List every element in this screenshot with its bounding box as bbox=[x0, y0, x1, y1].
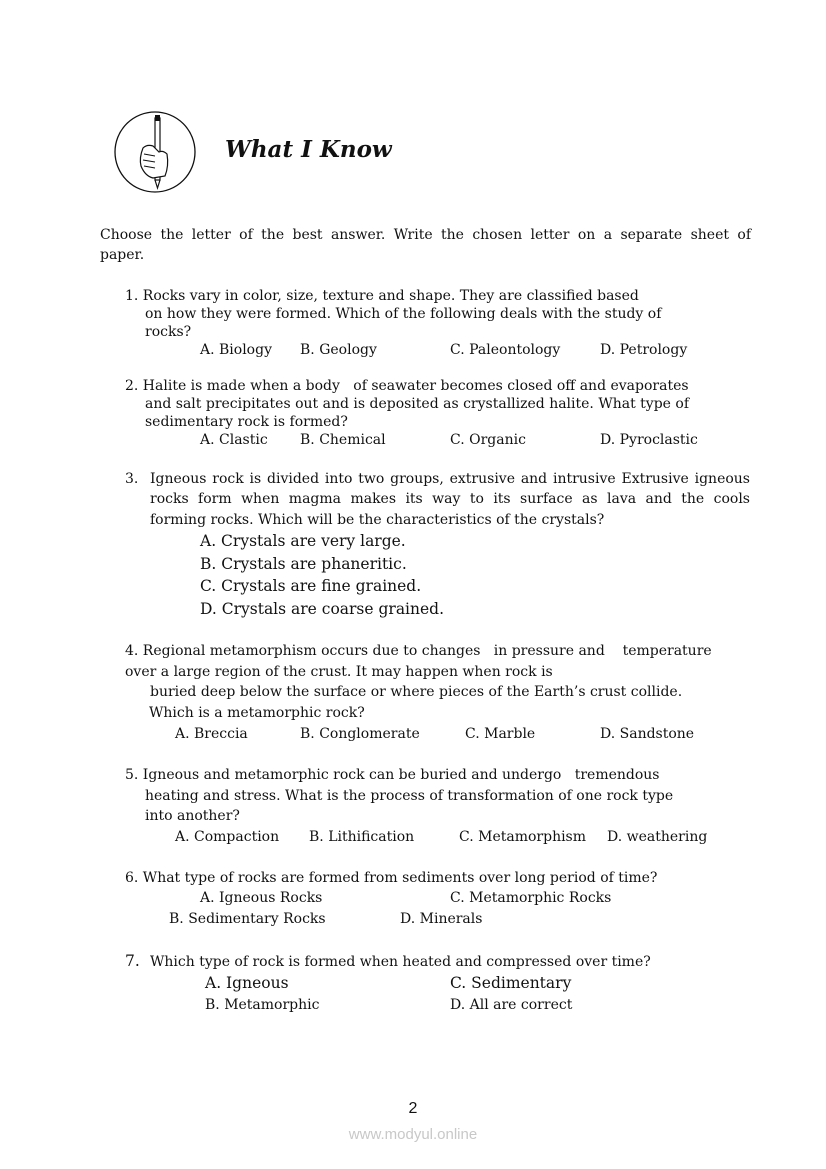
option: A. Compaction bbox=[175, 829, 280, 845]
question-7-text: Which type of rock is formed when heated and compressed over time? bbox=[150, 954, 651, 970]
question-4-text: over a large region of the crust. It may happen when rock is bbox=[125, 664, 553, 680]
option: C. Organic bbox=[450, 432, 526, 448]
option: C. Metamorphic Rocks bbox=[450, 890, 612, 906]
question-4-text: 4. Regional metamorphism occurs due to changes in pressure and temperature bbox=[125, 643, 712, 659]
option: A. Igneous bbox=[205, 974, 289, 992]
question-4-text: buried deep below the surface or where pieces of the Earth’s crust collide. bbox=[150, 684, 683, 700]
page-number: 2 bbox=[408, 1100, 418, 1117]
question-5-text: into another? bbox=[145, 808, 240, 824]
question-7-number: 7. bbox=[125, 952, 140, 970]
watermark: www.modyul.online bbox=[348, 1126, 478, 1143]
instructions-line: paper. bbox=[100, 247, 145, 263]
option: D. Minerals bbox=[400, 911, 483, 927]
option: C. Sedimentary bbox=[450, 974, 572, 992]
option: B. Chemical bbox=[300, 432, 386, 448]
pencil-hand-icon bbox=[113, 110, 197, 194]
question-5-text: 5. Igneous and metamorphic rock can be buried and undergo tremendous bbox=[125, 767, 660, 783]
question-2-text: 2. Halite is made when a body of seawater becomes closed off and evaporates bbox=[125, 378, 689, 394]
question-2-text: and salt precipitates out and is deposited as crystallized halite. What type of bbox=[145, 396, 689, 412]
option: B. Conglomerate bbox=[300, 726, 420, 742]
question-1-text: 1. Rocks vary in color, size, texture and shape. They are classified based bbox=[125, 288, 639, 304]
option: D. Petrology bbox=[600, 342, 688, 358]
instructions-line: Choose the letter of the best answer. Write the chosen letter on a separate sheet of bbox=[100, 227, 751, 243]
option: A. Biology bbox=[200, 342, 272, 358]
option: D. Crystals are coarse grained. bbox=[200, 600, 445, 618]
option: C. Metamorphism bbox=[459, 829, 587, 845]
question-1-text: on how they were formed. Which of the following deals with the study of bbox=[145, 306, 662, 322]
option: A. Clastic bbox=[200, 432, 268, 448]
option: C. Paleontology bbox=[450, 342, 561, 358]
question-5-text: heating and stress. What is the process of transformation of one rock type bbox=[145, 788, 674, 804]
option: A. Igneous Rocks bbox=[200, 890, 323, 906]
question-3-text: forming rocks. Which will be the characteristics of the crystals? bbox=[150, 512, 605, 528]
option: B. Geology bbox=[300, 342, 377, 358]
question-4-text: Which is a metamorphic rock? bbox=[149, 705, 365, 721]
section-title: What I Know bbox=[225, 136, 392, 163]
option: A. Breccia bbox=[175, 726, 248, 742]
option: C. Marble bbox=[465, 726, 536, 742]
question-1-text: rocks? bbox=[145, 324, 192, 340]
option: B. Lithification bbox=[309, 829, 415, 845]
option: C. Crystals are fine grained. bbox=[200, 577, 422, 595]
option: B. Sedimentary Rocks bbox=[169, 911, 326, 927]
option: A. Crystals are very large. bbox=[200, 532, 406, 550]
option: D. Sandstone bbox=[600, 726, 695, 742]
option: B. Crystals are phaneritic. bbox=[200, 555, 407, 573]
question-6-text: 6. What type of rocks are formed from sediments over long period of time? bbox=[125, 870, 658, 886]
option: D. Pyroclastic bbox=[600, 432, 698, 448]
question-3-text: Igneous rock is divided into two groups, extrusive and intrusive Extrusive igneous bbox=[150, 471, 750, 487]
question-3-number: 3. bbox=[125, 471, 139, 487]
question-2-text: sedimentary rock is formed? bbox=[145, 414, 348, 430]
option: D. weathering bbox=[607, 829, 708, 845]
question-3-text: rocks form when magma makes its way to its surface as lava and the cools bbox=[150, 491, 750, 507]
option: B. Metamorphic bbox=[205, 997, 320, 1013]
option: D. All are correct bbox=[450, 997, 573, 1013]
